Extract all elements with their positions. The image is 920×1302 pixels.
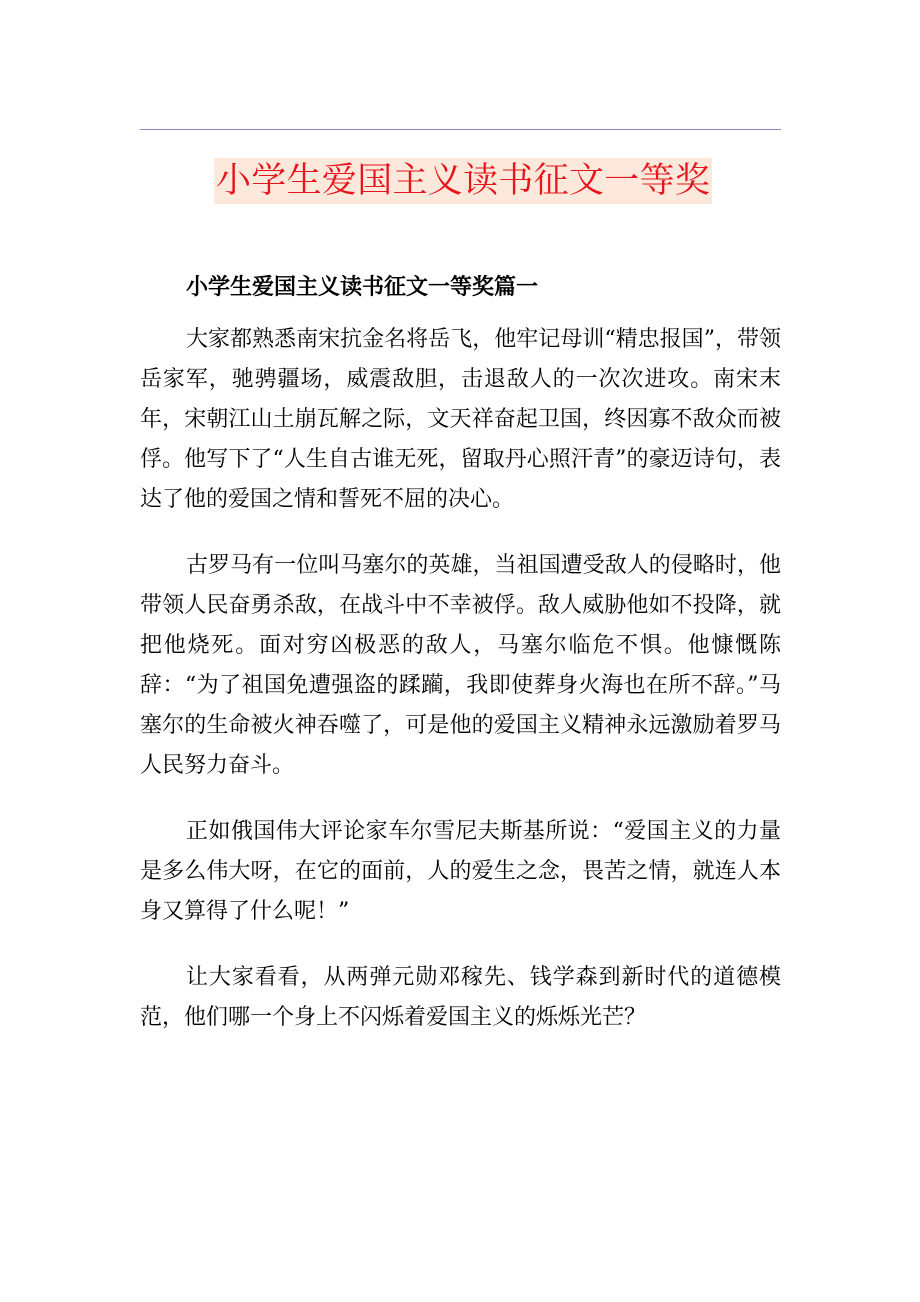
document-body [140, 266, 781, 1038]
paragraph-4: 让大家看看，从两弹元勋邓稼先、钱学森到新时代的道德模范，他们哪一个身上不闪烁着爱国主义的烁烁光芒？ [140, 965, 781, 1030]
header-divider [140, 129, 781, 130]
paragraph-3: 正如俄国伟大评论家车尔雪尼夫斯基所说：“爱国主义的力量是多么伟大呀，在它的面前，人的爱生之念，畏苦之情，就连人本身又算得了什么呢！” [140, 819, 781, 924]
document-title: 小学生爱国主义读书征文一等奖 [214, 158, 712, 204]
paragraph-1: 大家都熟悉南宋抗金名将岳飞，他牢记母训“精忠报国”，带领岳家军，驰骋疆场，威震敌胆，击退敌人的一次次进攻。南宋末年，宋朝江山土崩瓦解之际，文天祥奋起卫国，终因寡不敌众而被俘。他写下了“人生自古谁无死，留取丹心照汗青”的豪迈诗句，表达了他的爱国之情和誓死不屈的决心。 [140, 327, 781, 512]
section-heading: 小学生爱国主义读书征文一等奖篇一 [186, 274, 539, 300]
paragraph-2: 古罗马有一位叫马塞尔的英雄，当祖国遭受敌人的侵略时，他带领人民奋勇杀敌，在战斗中不幸被俘。敌人威胁他如不投降，就把他烧死。面对穷凶极恶的敌人，马塞尔临危不惧。他慷慨陈辞：“为了祖国免遭强盗的蹂躏，我即使葬身火海也在所不辞。”马塞尔的生命被火神吞噬了，可是他的爱国主义精神永远激励着罗马人民努力奋斗。 [140, 553, 781, 778]
